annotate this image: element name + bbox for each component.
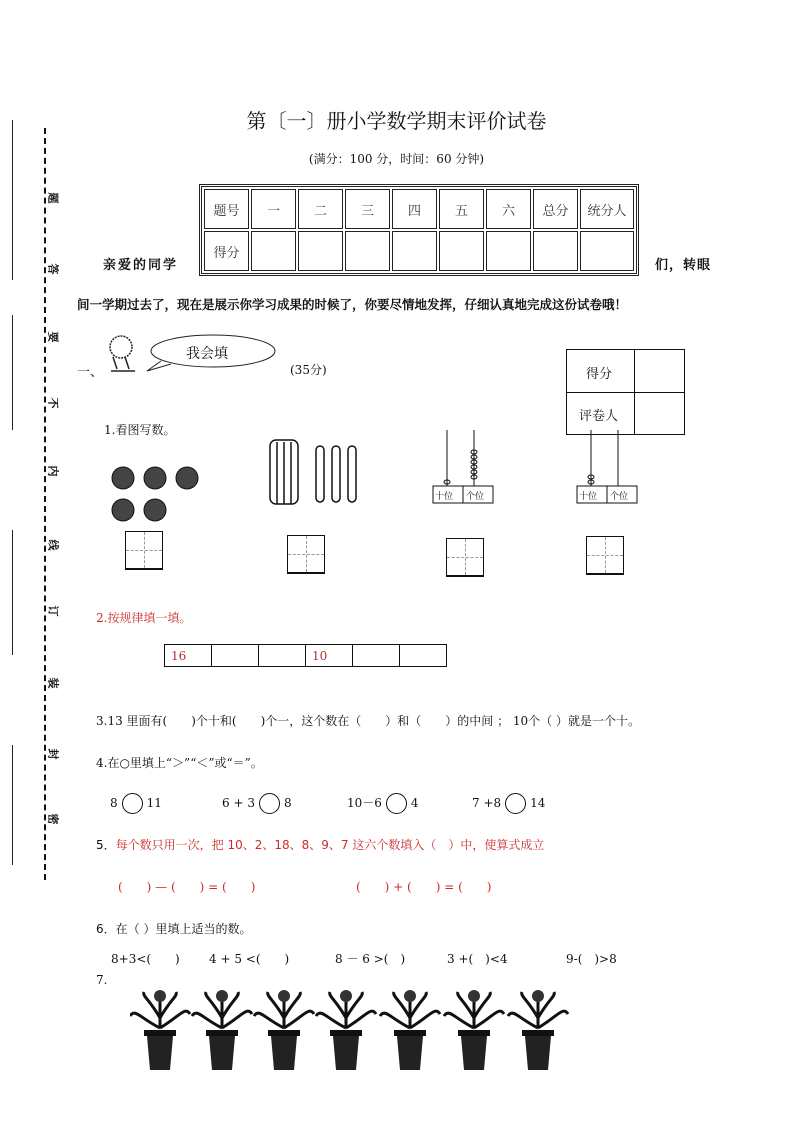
compare-right: 4 <box>410 796 419 810</box>
compare-item <box>472 793 545 814</box>
margin-line <box>12 315 13 430</box>
margin-line <box>12 120 13 280</box>
compare-circle[interactable] <box>386 793 407 814</box>
compare-left: 7 +8 <box>472 796 502 810</box>
abacus-label-ones: 个位 <box>466 492 485 502</box>
answer-box[interactable] <box>586 536 624 575</box>
fill-item: 4 + 5 <( ) <box>209 952 290 966</box>
sequence-cell: 16 <box>165 645 212 667</box>
mascot-icon <box>103 333 143 375</box>
seal-char: 答 <box>46 263 60 275</box>
sequence-cell[interactable] <box>400 645 447 667</box>
seal-char: 装 <box>46 677 60 689</box>
seal-char: 要 <box>46 331 60 343</box>
answer-box[interactable] <box>287 535 325 574</box>
fill-item: 8+3<( ) <box>111 952 180 966</box>
score-cell[interactable] <box>298 231 343 271</box>
compare-item <box>110 793 162 814</box>
greeting-left: 亲爱的同学 <box>103 258 179 273</box>
header-cell: 五 <box>439 189 484 229</box>
fruit-image <box>105 458 205 524</box>
header-cell: 一 <box>251 189 296 229</box>
compare-right: 14 <box>530 796 546 810</box>
score-cell[interactable] <box>251 231 296 271</box>
fill-item: 9-( )>8 <box>566 952 617 966</box>
grader-name-label: 评卷人 <box>579 409 619 424</box>
abacus-label-ones: 个位 <box>610 492 629 502</box>
row-label: 得分 <box>204 231 249 271</box>
abacus-label-tens: 十位 <box>579 492 598 502</box>
header-cell: 六 <box>486 189 531 229</box>
score-table <box>199 184 639 276</box>
subtitle: (满分：100 分，时间：60 分钟) <box>308 152 485 166</box>
header-cell: 统分人 <box>580 189 634 229</box>
sequence-cell[interactable] <box>259 645 306 667</box>
question-5 <box>96 836 544 853</box>
header-cell: 总分 <box>533 189 578 229</box>
score-cell[interactable] <box>580 231 634 271</box>
sequence-cell[interactable] <box>212 645 259 667</box>
sequence-table <box>164 644 447 667</box>
score-cell[interactable] <box>439 231 484 271</box>
sequence-cell[interactable] <box>353 645 400 667</box>
question-3: 3.13 里面有( )个十和( )个一，这个数在（ ）和（ ）的中间 ； 10个（ ）就是一个十。 <box>96 714 640 728</box>
margin-line <box>12 530 13 655</box>
section-number: 一、 <box>77 365 104 380</box>
header-cell: 三 <box>345 189 390 229</box>
question-1: 1.看图写数。 <box>104 423 176 437</box>
abacus-label-tens: 十位 <box>435 492 454 502</box>
header-cell: 二 <box>298 189 343 229</box>
potted-plants-image <box>130 988 575 1074</box>
score-cell[interactable] <box>345 231 390 271</box>
binding-dashed-line <box>44 128 46 880</box>
q5-text: 每个数只用一次，把 10、2、18、8、9、7 这六个数填入（ ）中，使算式成立 <box>115 838 545 852</box>
question-6: 6．在（ ）里填上适当的数。 <box>96 922 252 936</box>
compare-right: 11 <box>146 796 162 810</box>
intro-text: 间一学期过去了，现在是展示你学习成果的时候了，你要尽情地发挥，仔细认真地完成这份试卷哦！ <box>77 297 628 312</box>
compare-item <box>347 793 419 814</box>
margin-line <box>12 745 13 865</box>
question-4: 4.在○里填上“＞”“＜”或“＝”。 <box>96 756 263 770</box>
page-title: 第〔一〕册小学数学期末评价试卷 <box>246 109 547 133</box>
compare-circle[interactable] <box>122 793 143 814</box>
section-points: (35分) <box>290 363 327 377</box>
seal-char: 线 <box>46 539 60 551</box>
bubble-text: 我会填 <box>186 346 228 362</box>
question-2: 2.按规律填一填。 <box>96 611 192 625</box>
answer-box[interactable] <box>446 538 484 577</box>
seal-char: 订 <box>46 605 60 617</box>
header-cell: 四 <box>392 189 437 229</box>
header-cell: 题号 <box>204 189 249 229</box>
compare-item <box>222 793 292 814</box>
compare-right: 8 <box>283 796 292 810</box>
seal-char: 封 <box>46 748 60 760</box>
equation-1: ( ) — ( ) = ( ) <box>118 880 256 894</box>
grader-box <box>566 349 685 435</box>
fill-item: 8 － 6 >( ) <box>335 952 406 966</box>
sequence-cell: 10 <box>306 645 353 667</box>
score-cell[interactable] <box>486 231 531 271</box>
equation-2: ( ) + ( ) = ( ) <box>356 880 492 894</box>
score-cell[interactable] <box>533 231 578 271</box>
fill-item: 3 +( )<4 <box>447 952 508 966</box>
score-cell[interactable] <box>392 231 437 271</box>
compare-left: 10－6 <box>347 796 382 810</box>
seal-char: 密 <box>46 813 60 825</box>
q5-prefix: 5． <box>96 838 116 852</box>
compare-circle[interactable] <box>259 793 280 814</box>
seal-char: 内 <box>46 465 60 477</box>
question-7: 7. <box>96 973 108 987</box>
sticks-image <box>266 436 362 508</box>
seal-char: 不 <box>46 397 60 409</box>
compare-circle[interactable] <box>505 793 526 814</box>
greeting-right: 们，转眼 <box>655 258 712 273</box>
answer-box[interactable] <box>125 531 163 570</box>
compare-left: 8 <box>110 796 118 810</box>
grader-score-label: 得分 <box>586 367 613 382</box>
seal-char: 题 <box>46 192 60 204</box>
compare-left: 6 + 3 <box>222 796 255 810</box>
